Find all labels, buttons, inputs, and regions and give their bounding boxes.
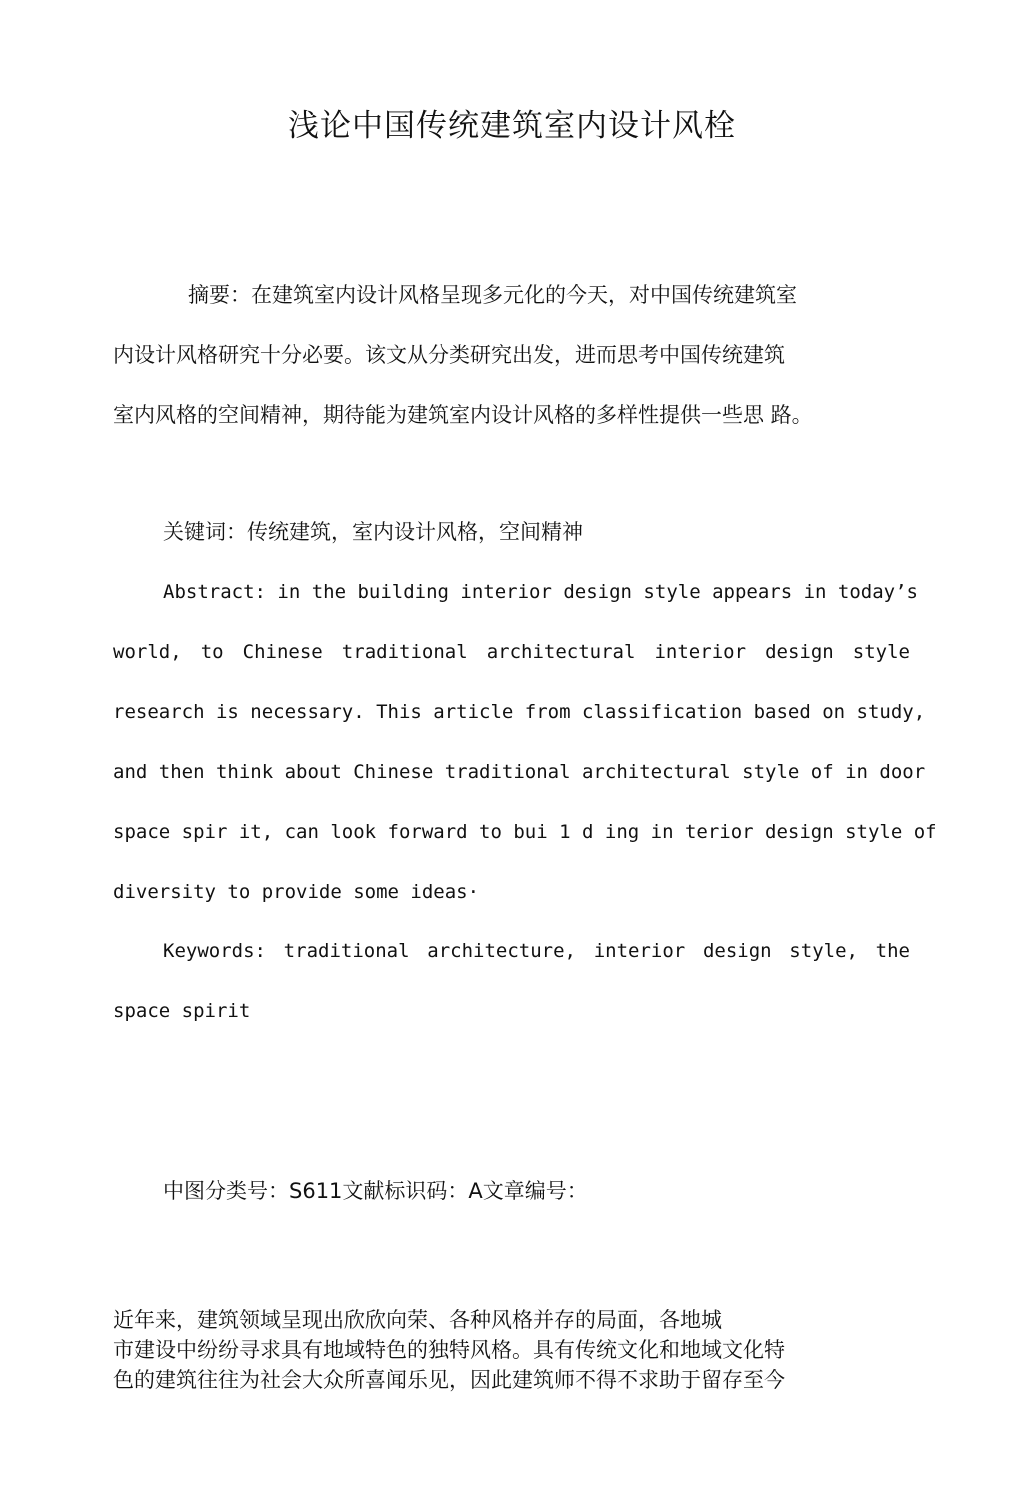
document-title: 浅论中国传统建筑室内设计风栓 [288,108,736,144]
keywords-en-line-2: space spirit [113,1000,251,1022]
keywords-cn: 关键词：传统建筑，室内设计风格，空间精神 [163,520,583,544]
abstract-cn-line-1: 摘要：在建筑室内设计风格呈现多元化的今天，对中国传统建筑室 [188,283,797,307]
abstract-en-line-3: research is necessary. This article from classification based on study, [113,701,926,723]
abstract-en-line-5: space spir it, can look forward to bui 1 d ing in terior design style of [113,821,937,843]
abstract-en-line-6: diversity to provide some ideas· [113,881,480,903]
body-line-1: 近年来，建筑领域呈现出欣欣向荣、各种风格并存的局面，各地城 [113,1308,722,1332]
abstract-cn-line-2: 内设计风格研究十分必要。该文从分类研究出发，进而思考中国传统建筑 [113,343,785,367]
keywords-en-line-1: Keywords: traditional architecture, interior design style, the [163,940,910,962]
abstract-cn-line-3: 室内风格的空间精神，期待能为建筑室内设计风格的多样性提供一些思 路。 [113,403,813,427]
abstract-en-line-4: and then think about Chinese traditional architectural style of in door [113,761,926,783]
abstract-en-line-1: Abstract: in the building interior design style appears in today’s [163,581,918,603]
classification-line: 中图分类号：S611文献标识码：A文章编号： [163,1179,588,1203]
body-line-3: 色的建筑往往为社会大众所喜闻乐见，因此建筑师不得不求助于留存至今 [113,1368,785,1392]
abstract-en-line-2: world, to Chinese traditional architectural interior design style [113,641,910,663]
body-line-2: 市建设中纷纷寻求具有地域特色的独特风格。具有传统文化和地域文化特 [113,1338,785,1362]
